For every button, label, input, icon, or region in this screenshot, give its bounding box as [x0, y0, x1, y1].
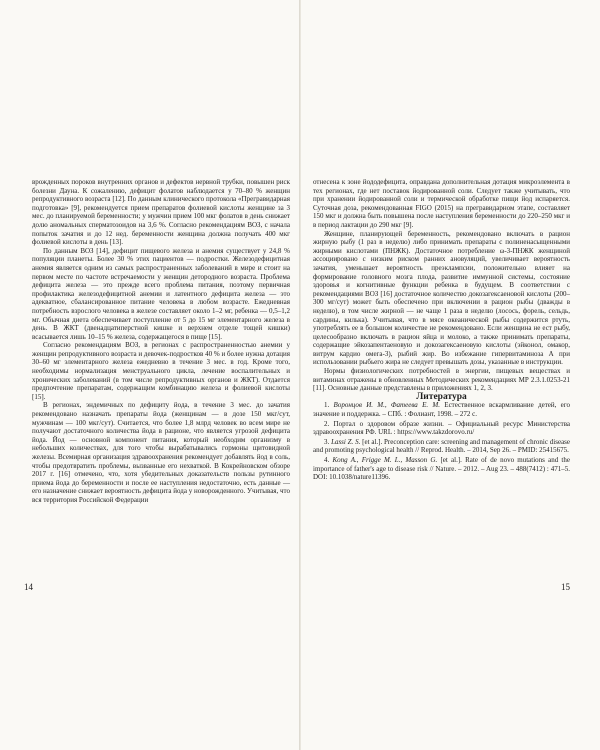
- left-text-column: [32, 178, 290, 505]
- reference-item: 1. Воронцов И. М., Фатеева Е. М. Естественное вскармливание детей, его значение и поддержка. – СПб. : Фолиант, 1998. – 272 с.: [313, 401, 570, 419]
- reference-text: Портал о здоровом образе жизни. – Официальный ресурс Министерства здравоохранения РФ. URL : https://www.takzdorovo.ru/: [313, 419, 571, 437]
- references-heading: Литература: [416, 391, 467, 402]
- page-number-right: 15: [561, 582, 570, 592]
- paragraph: Согласно рекомендациям ВОЗ, в регионах с распространенностью анемии у женщин репродуктивного возраста и девочек-подростков 40 % и более нужна дотация 30–60 мг элементарного железа ежедневно в течение 3 мес. в год. Кроме того, необходимы нормализация менструального цикла, лечение воспалительных и хронических заболеваний (в том числе репродуктивных органов и ЖКТ). Отдается предпочтение препаратам, содержащим комбинацию железа и фолиевой кислоты [15].: [32, 341, 290, 401]
- reference-authors: Lassi Z. S.: [331, 437, 361, 446]
- reference-item: 4. Kong A., Frigge M. L., Masson G. [et al.]. Rate of de novo mutations and the importance of father's age to disease risk // Nature. – 2012. – Aug 23. – 488(7412) : 471–5. DOI: 10.1038/nature11396.: [313, 456, 570, 482]
- right-text-column: [313, 178, 570, 483]
- paragraph: По данным ВОЗ [14], дефицит пищевого железа и анемия существует у 24,8 % популяции планеты. Более 30 % этих пациентов — подростки. Железодефицитная анемия является одним из самых распространенных заболеваний в мире и стоит на первом месте по частоте встречаемости у женщин детородного возраста. Проблема дефицита железа — это прежде всего проблема питания, поэтому первичная профилактика железодефицитной анемии и латентного дефицита железа — это адекватное, сбалансированное питание человека в любом возрасте. Ежедневная потребность взрослого человека в железе составляет около 1–2 мг, ребенка — 0,5–1,2 мг. Обычная диета обеспечивает поступление от 5 до 15 мг элементарного железа в день. В ЖКТ (двенадцатиперстной кишке и верхнем отделе тощей кишки) всасывается лишь 10–15 % железа, содержащегося в пище [15].: [32, 246, 290, 341]
- reference-authors: Воронцов И. М., Фатеева Е. М.: [333, 401, 440, 410]
- left-page: [0, 0, 299, 750]
- paragraph: Женщине, планирующей беременность, рекомендовано включать в рацион жирную рыбу (1 раз в неделю) либо принимать препараты с полиненасыщенными жирными кислотами (ПНЖК). Достаточное потребление ω-3-ПНЖК женщиной ассоциировано с низким риском ранних ановуляций, увеличивает вероятность зачатия, уменьшает вероятность преэклампсии, положительно влияет на формирование головного мозга плода, развитие иммунной системы, состояние здоровья и когнитивные функции ребенка в будущем. В соответствии с рекомендациями ВОЗ [16] достаточное количество докозагексаеновой кислоты (200–300 мг/сут) может быть обеспечено при включении в рацион рыбы (дважды в неделю), в том числе жирной — не чаще 1 раза в неделю (лосось, форель, сельдь, сардины, килька). Учитывая, что в мясе океанической рыбы содержится ртуть, употреблять ее в большом количестве не рекомендовано. Если женщина не ест рыбу, целесообразно включать в рацион яйца и молоко, а также принимать препараты, содержащие эйкозапентаеновую и докозагексаеновую кислоты (эйконол, омакор, витрум кардио омега-3), рыбий жир. Во избежание гипервитаминоза А при использовании рыбьего жира не следует превышать дозы, указанные в инструкции.: [313, 229, 570, 367]
- reference-text: [et al.]. Preconception care: screening and management of chronic disease and promoting psychological health // Reprod. Health. – 2014, Sep 26. – PMID: 25415675.: [313, 437, 571, 455]
- reference-text: Естественное вскармливание детей, его значение и поддержка. – СПб. : Фолиант, 1998. – 272 с.: [313, 401, 570, 419]
- reference-text: [et al.]. Rate of de novo mutations and the importance of father's age to disease risk // Nature. – 2012. – Aug 23. – 488(7412) : 471–5. DOI: 10.1038/nature11396.: [313, 456, 570, 482]
- reference-item: 3. Lassi Z. S. [et al.]. Preconception care: screening and management of chronic disease and promoting psychological health // Reprod. Health. – 2014, Sep 26. – PMID: 25415675.: [313, 437, 571, 455]
- page-number-left: 14: [24, 582, 33, 592]
- reference-item: 2. Портал о здоровом образе жизни. – Официальный ресурс Министерства здравоохранения РФ. URL : https://www.takzdorovo.ru/: [313, 419, 571, 437]
- reference-authors: Kong A., Frigge M. L., Masson G.: [332, 456, 438, 464]
- paragraph: Нормы физиологических потребностей в энергии, пищевых веществах и витаминах отражены в обновленных Методических рекомендациях МР 2.3.1.0253-21 [11]. Основные данные представлены в приложениях 1, 2, 3.: [313, 367, 570, 393]
- paragraph: врожденных пороков внутренних органов и дефектов нервной трубки, повышен риск болезни Дауна. К сожалению, дефицит фолатов наблюдается у 70–80 % женщин репродуктивного возраста [12]. По данным клинического протокола «Прегравидарная подготовка» [9], рекомендуется прием препаратов фолиевой кислоты женщине за 3 мес. до планируемой беременности; у мужчин прием 100 мкг фолатов в день снижает долю аномальных сперматозоидов на 3,6 %. Согласно рекомендациям ВОЗ, с начала попыток зачатия и до 12 нед. беременности женщина должна получать 400 мкг фолиевой кислоты в день [13].: [32, 178, 290, 247]
- paragraph: В регионах, эндемичных по дефициту йода, в течение 3 мес. до зачатия рекомендовано назначать препараты йода (женщинам — в дозе 150 мкг/сут, мужчинам — 100 мкг/сут). Считается, что более 1,8 млрд человек во всем мире не получают достаточного количества йода в рационе, что является угрозой дефицита йода. Йод — основной компонент питания, который необходим организму в небольших количествах, для того чтобы вырабатывались гормоны щитовидной железы. Всемирная организация здравоохранения рекомендует добавлять йод в соль, чтобы предотвратить проблемы, вызванные его нехваткой. В Кокрейновском обзоре 2017 г. [16] отмечено, что, хотя убедительных доказательств пользы рутинного приема йода до беременности и после ее наступления недостаточно, есть данные — его назначение снижает вероятность дефицита йода у новорожденного. Учитывая, что вся территория Российской Федерации: [32, 401, 291, 504]
- right-page: [301, 0, 600, 750]
- references-list: [313, 401, 570, 481]
- paragraph: отнесена к зоне йододефицита, оправдана дополнительная дотация микроэлемента в тех регионах, где нет поставок йодированной соли. Следует также учитывать, что при хранении йодированной соли и термической обработке пищи йод испаряется. Суточная доза, рекомендованная FIGO (2015) на прегравидарном этапе, составляет 150 мкг и должна быть повышена после наступления беременности до 220–250 мкг и в период лактации до 290 мкг [9].: [313, 178, 570, 229]
